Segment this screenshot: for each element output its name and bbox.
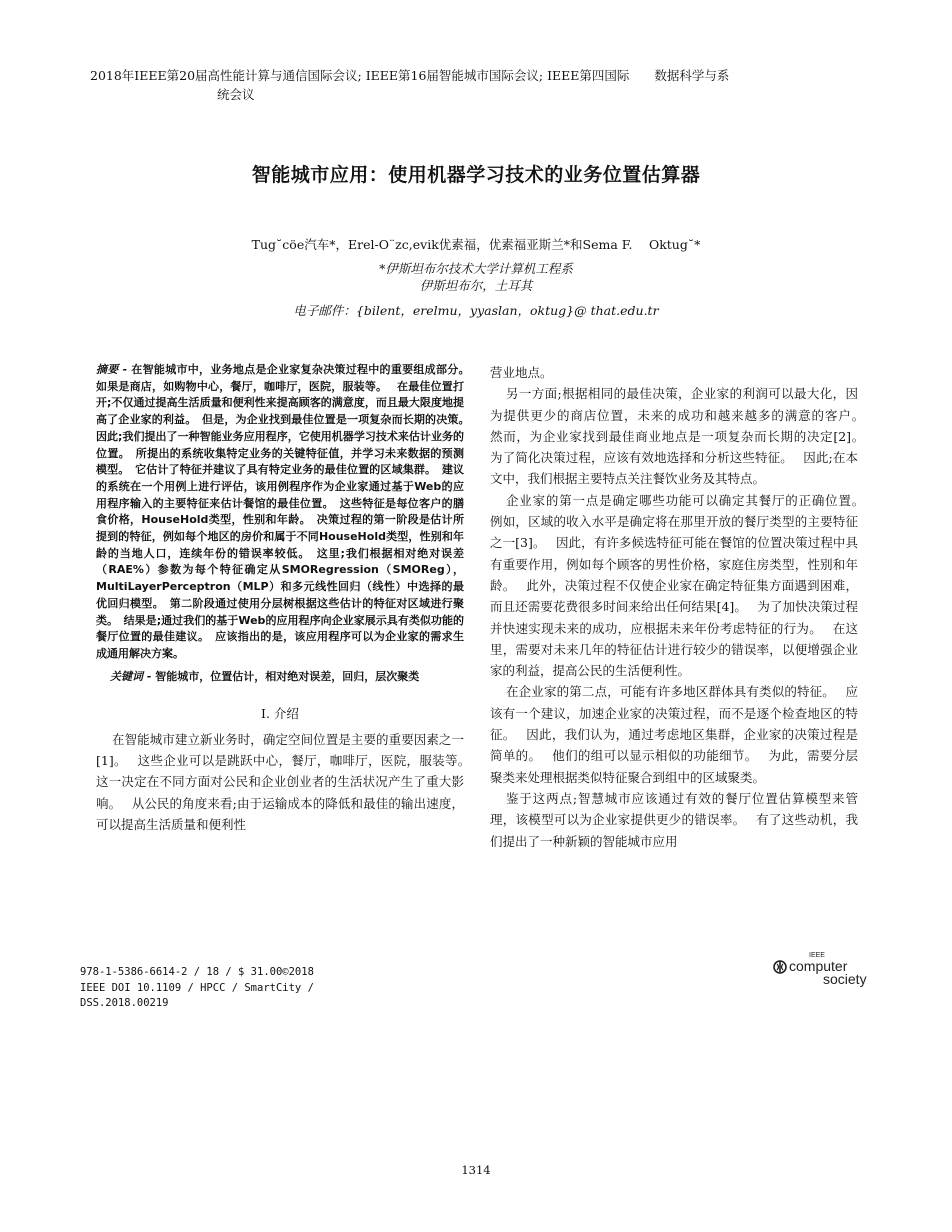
- paragraph: 鉴于这两点;智慧城市应该通过有效的餐厅位置估算模型来管理，该模型可以为企业家提供更少的错误率。 有了这些动机，我们提出了一种新颖的智能城市应用: [490, 790, 858, 849]
- conference-header: [90, 66, 860, 104]
- right-column: [490, 362, 875, 852]
- abstract-text: 在智能城市中，业务地点是企业家复杂决策过程中的重要组成部分。 如果是商店，如购物中心，餐厅，咖啡厅，医院，服装等。 在最佳位置打开;不仅通过提高生活质量和便利性来提高顾客的满意度，而且最大限度地提高了企业家的利益。 但是，为企业找到最佳位置是一项复杂而长期的决策。 因此;我们提出了一种智能业务应用程序，它使用机器学习技术来估计业务的位置。 所提出的系统收集特定业务的关键特征值，并学习未来数据的预测模型。 它估计了特征并建议了具有特定业务的最佳位置的区域集群。 建议的系统在一个用例上进行评估，该用例程序作为企业家通过基于Web的应用程序输入的主要特征来估计餐馆的最佳位置。 这些特征是每位客户的膳食价格，HouseHold类型，性别和年龄。 决策过程的第一阶段是估计所提到的特征，例如每个地区的房价和属于不同HouseHold类型，性别和年龄的当地人口，连续年份的错误率较低。 这里;我们根据相对绝对误差（RAE%）参数为每个特征确定从SMORegression（SMOReg），MultiLayerPerceptron（MLP）和多元线性回归（线性）中选择的最优回归模型。 第二阶段通过使用分层树根据这些估计的特征对区域进行聚类。 结果是;通过我们的基于Web的应用程序向企业家展示具有类似功能的餐厅位置的最佳建议。 应该指出的是，该应用程序可以为企业家的需求生成通用解决方案。: [96, 363, 479, 660]
- abstract: [96, 362, 479, 663]
- conference-line-1: 2018年IEEE第20届高性能计算与通信国际会议; IEEE第16届智能城市国际会议; IEEE第四国际 数据科学与系: [90, 68, 730, 83]
- conference-line-2: 统会议: [217, 87, 255, 102]
- logo-word-1: computer: [789, 958, 848, 974]
- section-heading-introduction: I. 介绍: [261, 706, 299, 722]
- paragraph: 企业家的第一点是确定哪些功能可以确定其餐厅的正确位置。 例如，区域的收入水平是确定将在那里开放的餐厅类型的主要特征之一[3]。 因此，有许多候选特征可能在餐馆的位置决策过程中具有重要作用，例如每个顾客的男性价格，家庭住房类型，性别和年龄。 此外，决策过程不仅使企业家在确定特征集方面遇到困难，而且还需要花费很多时间来给出任何结果[4]。 为了加快决策过程并快速实现未来的成功，应根据未来年份考虑特征的行为。 在这里，需要对未来几年的特征估计进行较少的错误率，以便增强企业家的利益，提高公民的生活便利性。: [490, 492, 875, 679]
- computer-society-logo-icon: [772, 950, 872, 990]
- copyright-footer: [80, 965, 340, 1012]
- paragraph: 在企业家的第二点，可能有许多地区群体具有类似的特征。 应该有一个建议，加速企业家的决策过程，而不是逐个检查地区的特征。 因此，我们认为，通过考虑地区集群，企业家的决策过程是简单的。 他们的组可以显示相似的功能细节。 为此，需要分层聚类来处理根据类似特征聚合到组中的区域聚类。: [490, 684, 858, 785]
- paragraph: 营业地点。: [490, 365, 553, 380]
- author-email: 电子邮件：{bilent，erelmu，yyaslan，oktug}@ that.edu.tr: [293, 303, 659, 318]
- abstract-lead: 摘要 -: [96, 363, 128, 376]
- doi-line-1: IEEE DOI 10.1109 / HPCC / SmartCity /: [80, 981, 314, 994]
- logo-small-text: IEEE: [809, 952, 825, 959]
- isbn-line: 978-1-5386-6614-2 / 18 / $ 31.00©2018: [80, 966, 314, 978]
- keywords: [96, 669, 464, 686]
- author-list: Tug˘cöe汽车*，Erel-O¨zc,evik优素福，优素福亚斯兰*和Sema F. Oktug˘*: [251, 237, 701, 252]
- page-number: 1314: [461, 1163, 491, 1177]
- ieee-computer-society-logo: [772, 950, 872, 990]
- doi-line-2: DSS.2018.00219: [80, 997, 169, 1009]
- paragraph: 另一方面;根据相同的最佳决策，企业家的利润可以最大化，因为提供更少的商店位置，未来的成功和越来越多的满意的客户。 然而，为企业家找到最佳商业地点是一项复杂而长期的决定[2]。 为了简化决策过程，应该有效地选择和分析这些特征。 因此;在本文中，我们根据主要特点关注餐饮业务及其特点。: [490, 386, 875, 487]
- affiliation-department: *伊斯坦布尔技术大学计算机工程系: [379, 261, 573, 276]
- keywords-lead: 关键词 -: [110, 669, 152, 683]
- paper-title: 智能城市应用：使用机器学习技术的业务位置估算器: [251, 164, 701, 186]
- affiliation-city: 伊斯坦布尔，土耳其: [419, 278, 533, 293]
- logo-word-2: society: [823, 971, 867, 987]
- paragraph: 在智能城市建立新业务时，确定空间位置是主要的重要因素之一[1]。 这些企业可以是跳跃中心，餐厅，咖啡厅，医院，服装等。 这一决定在不同方面对公民和企业创业者的生活状况产生了重大影响。 从公民的角度来看;由于运输成本的降低和最佳的输出速度，可以提高生活质量和便利性: [96, 731, 481, 832]
- keywords-text: 智能城市，位置估计，相对绝对误差，回归，层次聚类: [151, 669, 420, 683]
- left-column: [96, 362, 481, 835]
